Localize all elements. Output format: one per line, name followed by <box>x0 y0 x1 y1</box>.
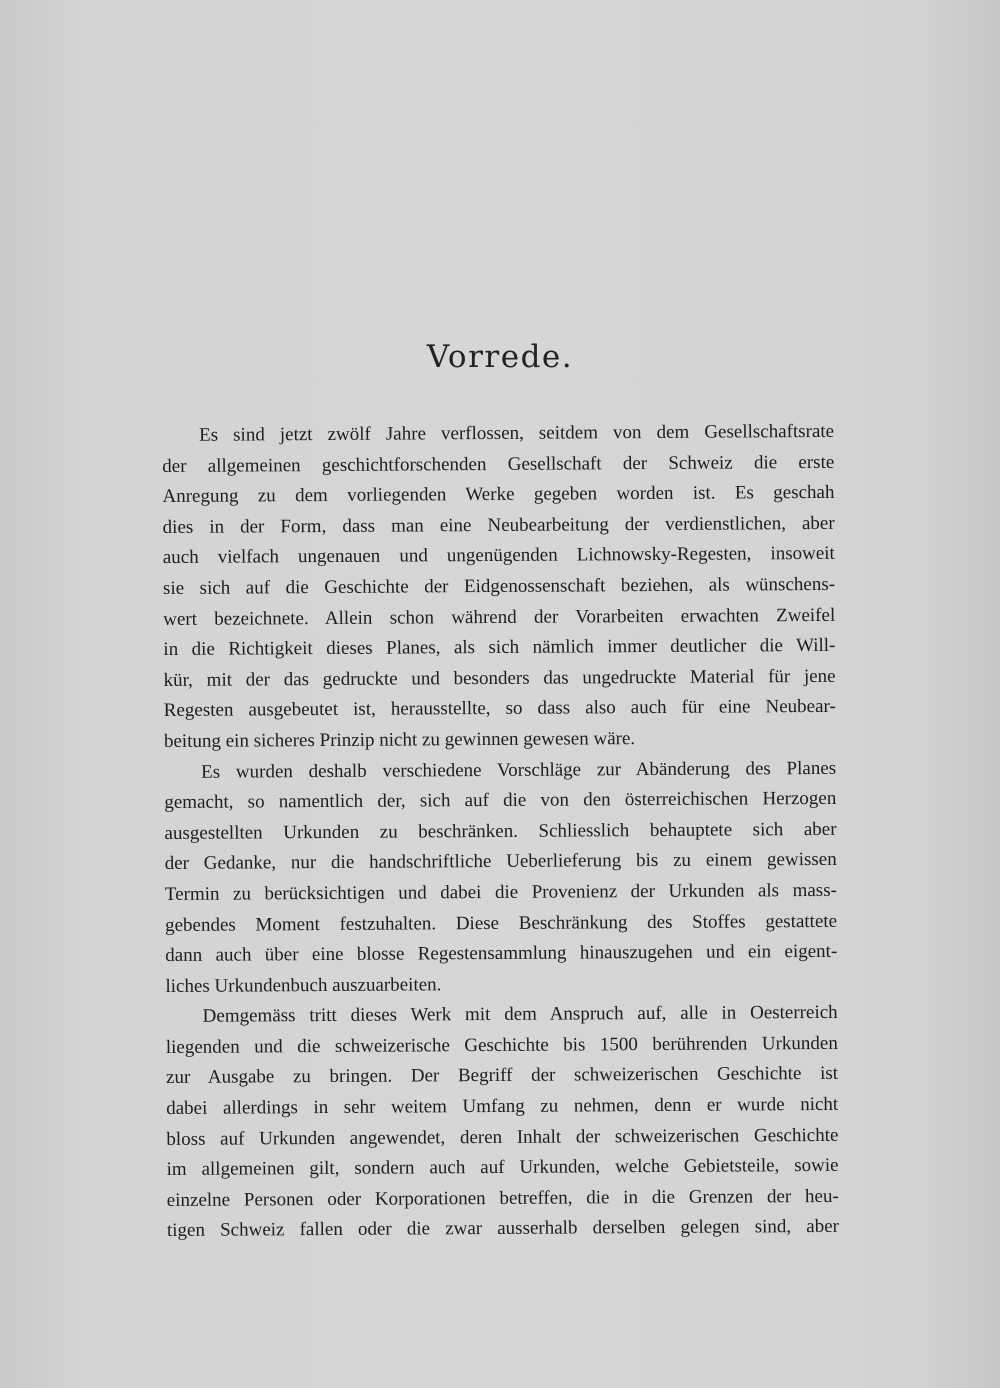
text-line: dabei allerdings in sehr weitem Umfang zu nehmen, denn er wurde nicht <box>166 1093 839 1120</box>
text-line: im allgemeinen gilt, sondern auch auf Urkunden, welche Gebietsteile, sowie <box>166 1155 839 1181</box>
text-line: in die Richtigkeit dieses Planes, als sich nämlich immer deutlicher die Will- <box>163 635 836 661</box>
text-line: liches Urkundenbuch auszuarbeiten. <box>165 973 442 997</box>
text-line: beitung ein sicheres Prinzip nicht zu gewinnen gewesen wäre. <box>163 728 636 752</box>
paragraph-1 <box>162 417 836 758</box>
paragraph-2 <box>164 753 837 1002</box>
text-line: Es wurden deshalb verschiedene Vorschläge zur Abänderung des Planes <box>201 757 837 783</box>
text-line: auch vielfach ungenauen und ungenügenden Lichnowsky-Regesten, insoweit <box>162 543 835 569</box>
text-line: Termin zu berücksichtigen und dabei die Provenienz der Urkunden als mass- <box>164 879 837 905</box>
body-text <box>162 417 839 1247</box>
text-line: tigen Schweiz fallen oder die zwar ausserhalb derselben gelegen sind, aber <box>166 1216 839 1242</box>
text-line: wert bezeichnete. Allein schon während der Vorarbeiten erwachten Zweifel <box>163 604 836 630</box>
text-line: bloss auf Urkunden angewendet, deren Inhalt der schweizerischen Geschichte <box>166 1124 839 1150</box>
paragraph-3 <box>166 998 839 1247</box>
text-line: Regesten ausgebeutet ist, herausstellte, so dass also auch für eine Neubear- <box>163 696 836 722</box>
text-line: kür, mit der das gedruckte und besonders das ungedruckte Material für jene <box>163 665 836 691</box>
text-line: sie sich auf die Geschichte der Eidgenossenschaft beziehen, als wünschens- <box>162 573 836 599</box>
text-line: der allgemeinen geschichtforschenden Gesellschaft der Schweiz die erste <box>162 451 835 477</box>
text-line: dann auch über eine blosse Regestensammlung hinauszugehen und ein eigent- <box>165 940 838 967</box>
text-line: dies in der Form, dass man eine Neubearbeitung der verdienstlichen, aber <box>162 512 835 538</box>
text-line: einzelne Personen oder Korporationen betreffen, die in die Grenzen der heu- <box>166 1185 839 1211</box>
text-line: gemacht, so namentlich der, sich auf die von den österreichischen Herzogen <box>164 788 837 814</box>
text-line: Demgemäss tritt dieses Werk mit dem Anspruch auf, alle in Oesterreich <box>202 1002 838 1028</box>
page-title: Vorrede. <box>426 339 574 375</box>
text-line: ausgestellten Urkunden zu beschränken. Schliesslich behauptete sich aber <box>164 818 837 844</box>
text-line: Es sind jetzt zwölf Jahre verflossen, seitdem von dem Gesellschaftsrate <box>199 420 835 446</box>
text-line: der Gedanke, nur die handschriftliche Ueberlieferung bis zu einem gewissen <box>164 849 837 875</box>
bleed-through-texture <box>170 95 830 431</box>
text-line: gebendes Moment festzuhalten. Diese Beschränkung des Stoffes gestattete <box>165 910 838 936</box>
text-line: Anregung zu dem vorliegenden Werke gegeben worden ist. Es geschah <box>162 482 835 508</box>
text-line: zur Ausgabe zu bringen. Der Begriff der schweizerischen Geschichte ist <box>165 1063 839 1089</box>
text-line: liegenden und die schweizerische Geschichte bis 1500 berührenden Urkunden <box>165 1032 838 1058</box>
